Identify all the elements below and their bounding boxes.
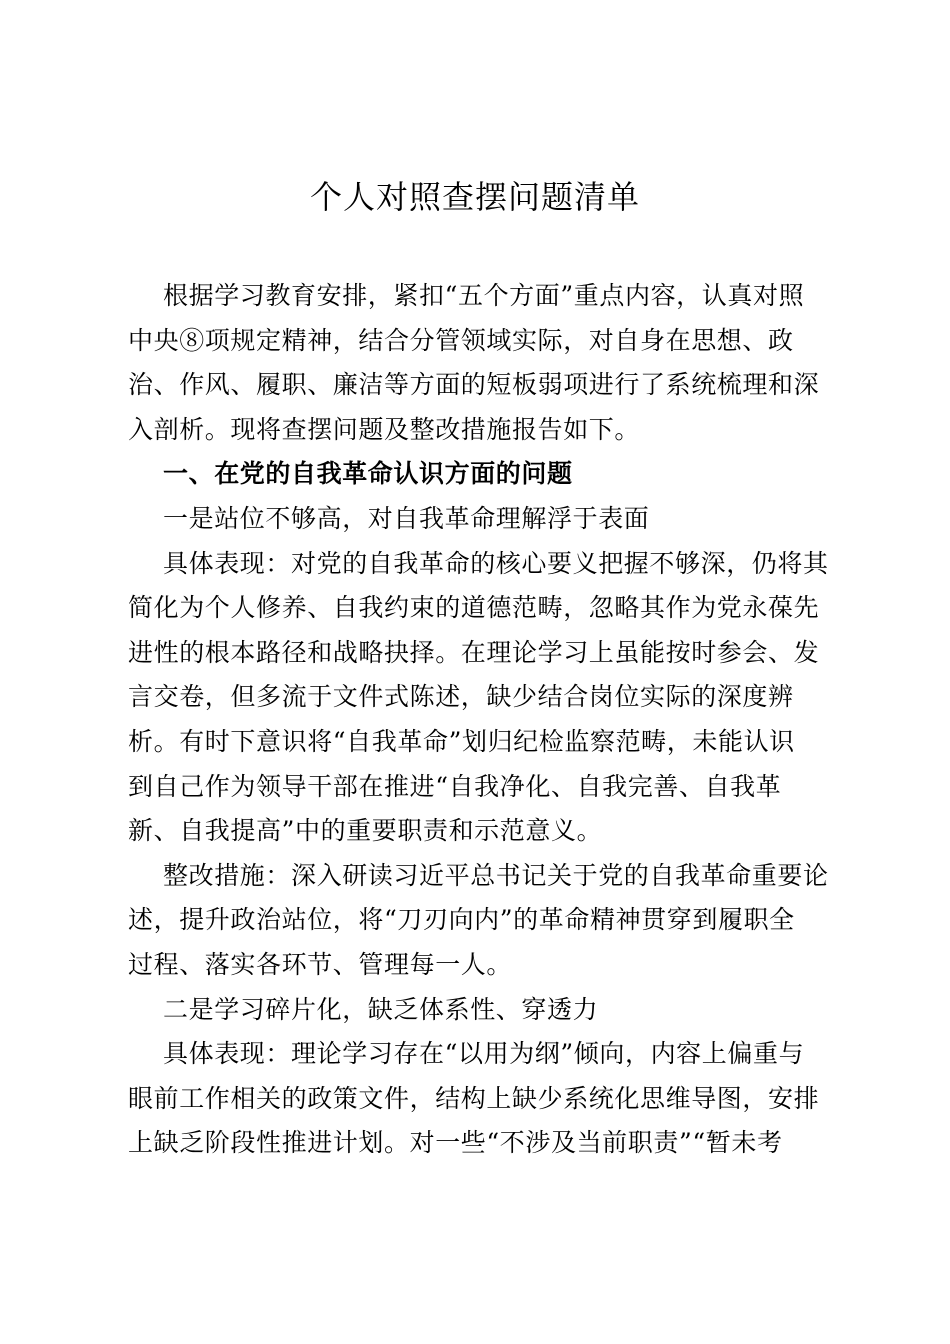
text-line: 过程、落实各环节、管理每一人。 — [128, 949, 513, 979]
text-line: 眼前工作相关的政策文件，结构上缺少系统化思维导图，安排 — [128, 1083, 820, 1113]
document-body — [128, 274, 828, 1166]
text-line: 根据学习教育安排，紧扣“五个方面”重点内容，认真对照 — [163, 281, 805, 310]
text-line: 一是站位不够高，对自我革命理解浮于表面 — [163, 503, 650, 533]
text-line: 具体表现：对党的自我革命的核心要义把握不够深，仍将其 — [163, 548, 829, 578]
text-line: 到自己作为领导干部在推进“自我净化、自我完善、自我革 — [128, 771, 782, 801]
text-line: 一、在党的自我革命认识方面的问题 — [163, 459, 573, 489]
text-line: 上缺乏阶段性推进计划。对一些“不涉及当前职责”“暂未考 — [128, 1128, 783, 1158]
paragraph — [128, 274, 828, 452]
text-line: 入剖析。现将查摆问题及整改措施报告如下。 — [128, 414, 641, 444]
text-line: 简化为个人修养、自我约束的道德范畴，忽略其作为党永葆先 — [128, 593, 820, 623]
text-line: 治、作风、履职、廉洁等方面的短板弱项进行了系统梳理和深 — [128, 370, 820, 400]
paragraph — [128, 854, 828, 988]
text-line: 整改措施：深入研读习近平总书记关于党的自我革命重要论 — [163, 860, 829, 890]
text-line: 新、自我提高”中的重要职责和示范意义。 — [128, 816, 603, 846]
paragraph — [128, 1032, 828, 1166]
section-heading — [128, 452, 828, 497]
text-line: 中央⑧项规定精神，结合分管领域实际，对自身在思想、政 — [128, 325, 794, 355]
text-line: 具体表现：理论学习存在“以用为纲”倾向，内容上偏重与 — [163, 1039, 805, 1069]
text-line: 言交卷，但多流于文件式陈述，缺少结合岗位实际的深度辨 — [128, 682, 794, 712]
text-line: 述，提升政治站位，将“刀刃向内”的革命精神贯穿到履职全 — [128, 905, 795, 935]
text-line: 析。有时下意识将“自我革命”划归纪检监察范畴，未能认识 — [128, 726, 795, 756]
text-line: 二是学习碎片化，缺乏体系性、穿透力 — [163, 994, 599, 1024]
text-line: 进性的根本路径和战略抉择。在理论学习上虽能按时参会、发 — [128, 637, 820, 667]
document-title: 个人对照查摆问题清单 — [309, 178, 640, 216]
subsection-heading — [128, 988, 828, 1033]
subsection-heading — [128, 497, 828, 542]
paragraph — [128, 542, 828, 854]
